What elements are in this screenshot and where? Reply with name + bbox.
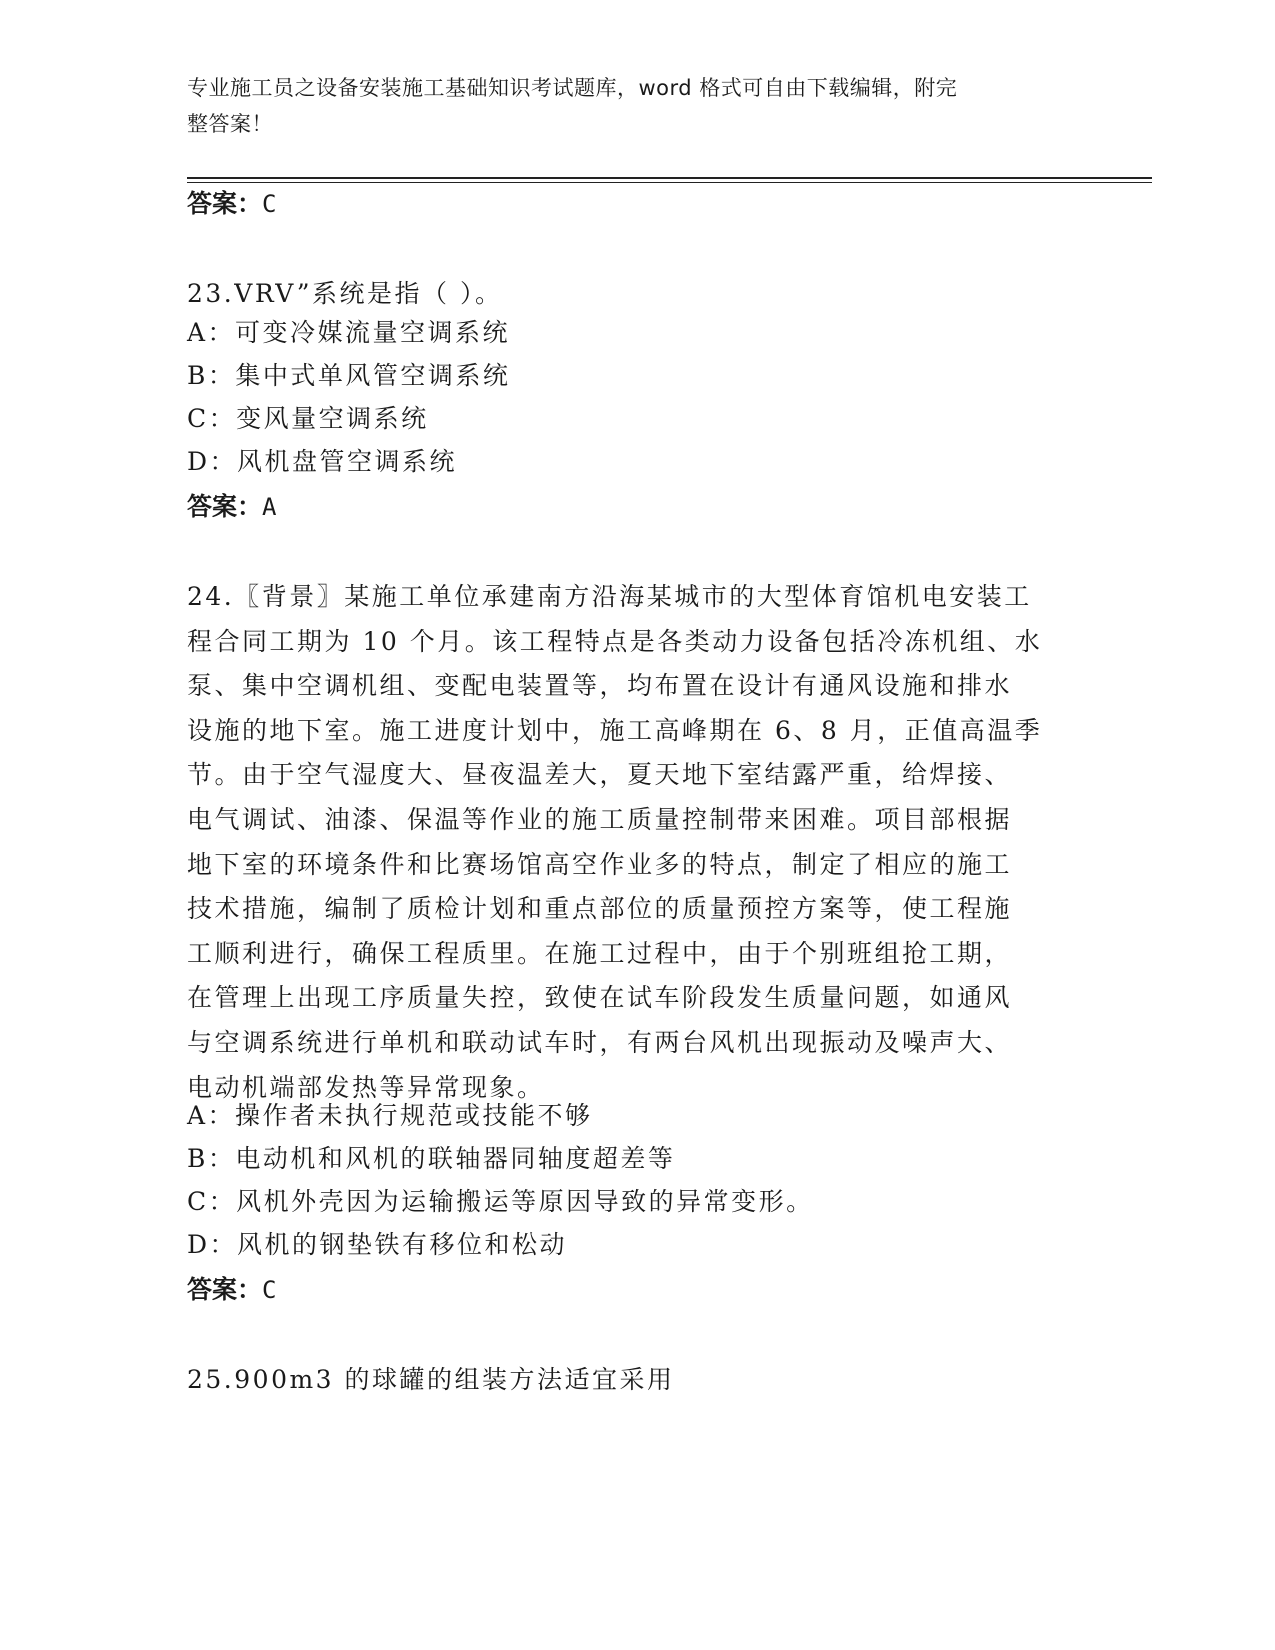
question-24-option-a: A：操作者未执行规范或技能不够 <box>187 1101 593 1130</box>
question-23-option-a: A：可变冷媒流量空调系统 <box>187 318 511 347</box>
stem-line: 与空调系统进行单机和联动试车时，有两台风机出现振动及噪声大、 <box>187 1027 1013 1057</box>
stem-line: 电动机端部发热等异常现象。 <box>187 1072 545 1102</box>
answer-label: 答案： <box>187 189 263 218</box>
stem-line: 地下室的环境条件和比赛场馆高空作业多的特点，制定了相应的施工 <box>187 849 1013 879</box>
question-25-stem: 25.900m3 的球罐的组装方法适宜采用 <box>187 1365 675 1394</box>
question-24-option-c: C：风机外壳因为运输搬运等原因导致的异常变形。 <box>187 1187 814 1216</box>
answer-label: 答案： <box>187 492 263 521</box>
question-24-answer <box>187 1272 276 1308</box>
question-24-option-d: D：风机的钢垫铁有移位和松动 <box>187 1230 568 1259</box>
header-divider-thick <box>187 177 1152 179</box>
question-23-answer <box>187 489 276 525</box>
question-23-stem: 23.VRV”系统是指（ ）。 <box>187 279 503 308</box>
answer-value: A <box>262 493 277 521</box>
question-24-stem <box>187 575 1087 1110</box>
previous-answer <box>187 186 276 222</box>
stem-line: 24.〖背景〗某施工单位承建南方沿海某城市的大型体育馆机电安装工 <box>187 582 1032 611</box>
stem-line: 电气调试、油漆、保温等作业的施工质量控制带来困难。项目部根据 <box>187 804 1013 834</box>
header-line-1: 专业施工员之设备安装施工基础知识考试题库，word 格式可自由下载编辑，附完 <box>187 76 958 100</box>
question-23-option-d: D：风机盘管空调系统 <box>187 447 458 476</box>
question-23-option-c: C：变风量空调系统 <box>187 404 429 433</box>
question-24-option-b: B：电动机和风机的联轴器同轴度超差等 <box>187 1144 676 1173</box>
header-line-2: 整答案！ <box>187 112 273 136</box>
stem-line: 技术措施，编制了质检计划和重点部位的质量预控方案等，使工程施 <box>187 894 1013 924</box>
answer-label: 答案： <box>187 1275 263 1304</box>
answer-value: C <box>262 1276 277 1304</box>
stem-line: 工顺利进行，确保工程质里。在施工过程中，由于个别班组抢工期， <box>187 938 1013 968</box>
answer-value: C <box>262 190 277 218</box>
stem-line: 程合同工期为 10 个月。该工程特点是各类动力设备包括冷冻机组、水 <box>187 626 1043 656</box>
header-divider-thin <box>187 182 1152 183</box>
stem-line: 泵、集中空调机组、变配电装置等，均布置在设计有通风设施和排水 <box>187 671 1013 701</box>
stem-line: 在管理上出现工序质量失控，致使在试车阶段发生质量问题，如通风 <box>187 983 1013 1013</box>
question-23-option-b: B：集中式单风管空调系统 <box>187 361 511 390</box>
stem-line: 节。由于空气湿度大、昼夜温差大，夏天地下室结露严重，给焊接、 <box>187 760 1013 790</box>
document-header <box>187 70 1067 142</box>
stem-line: 设施的地下室。施工进度计划中，施工高峰期在 6、8 月，正值高温季 <box>187 715 1043 745</box>
